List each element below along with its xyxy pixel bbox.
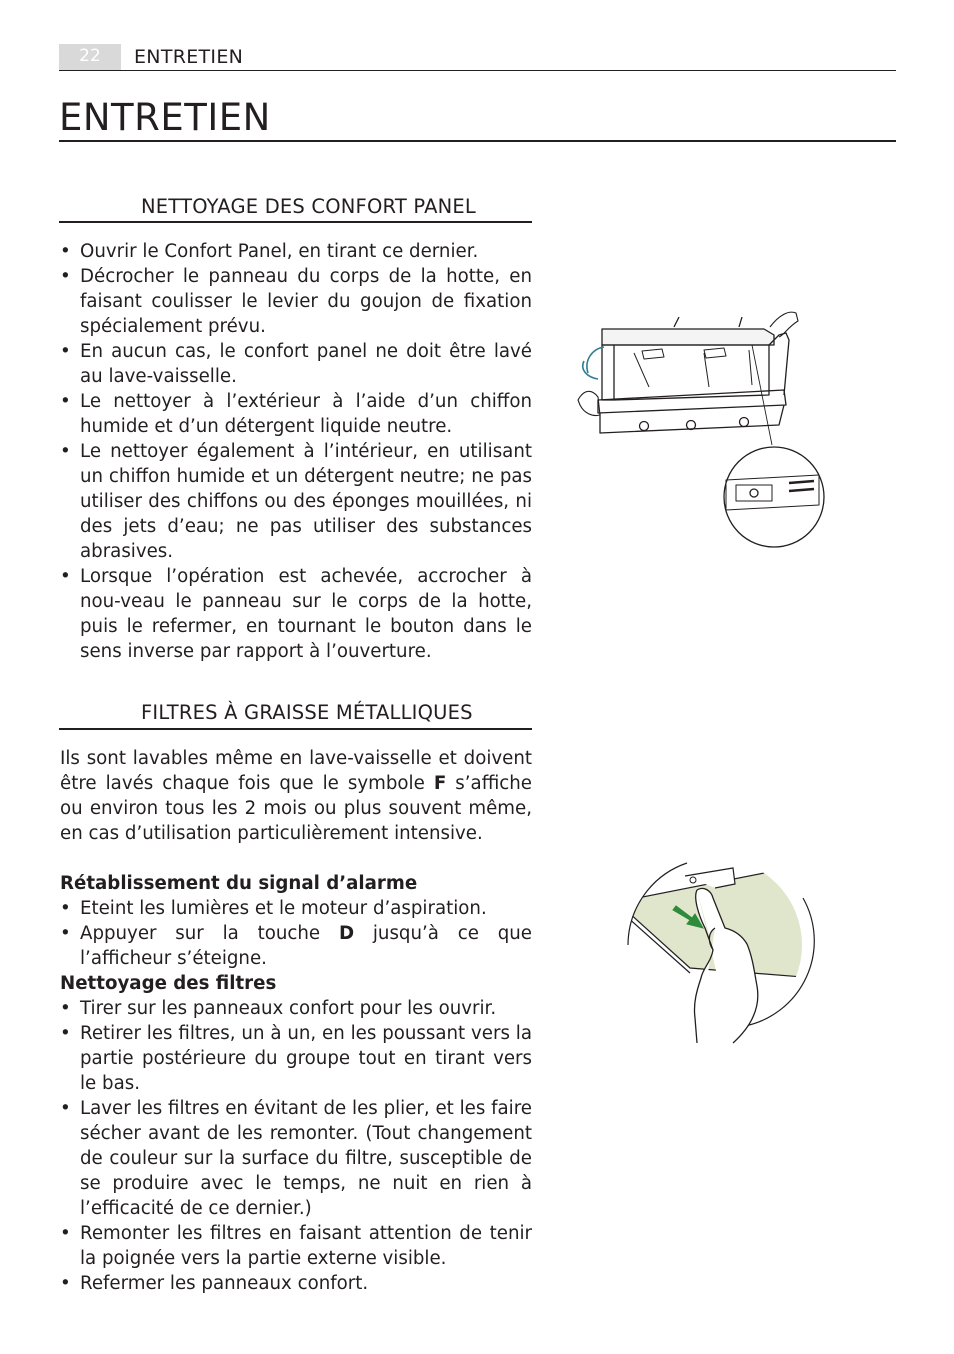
bullet-glyph: • <box>60 266 71 287</box>
list-item <box>60 996 532 1021</box>
reset-alarm-heading: Rétablissement du signal d’alarme <box>60 873 418 894</box>
list-item-text: Le nettoyer également à l’intérieur, en utilisant un chiffon humide et un détergent neutre; ne pas utiliser des chiffons ou des éponges mouillées, ni des jets d’eau; ne pas utiliser des substances abrasives. <box>80 441 532 562</box>
list-item-text: Refermer les panneaux confort. <box>80 1273 369 1294</box>
page-number: 22 <box>59 44 121 70</box>
list-item-text: Appuyer sur la touche <box>80 923 339 944</box>
bullet-glyph: • <box>60 998 71 1019</box>
bullet-glyph: • <box>60 566 71 587</box>
filters-intro <box>60 746 532 846</box>
list-item <box>60 1096 532 1221</box>
intro-text-start: Ils sont lavables même en lave-vaisselle et doivent être lavés chaque fois que le symbole <box>60 748 532 794</box>
bullet-glyph: • <box>60 898 71 919</box>
section-heading-confort-panel: NETTOYAGE DES CONFORT PANEL <box>141 195 476 218</box>
list-item <box>60 564 532 664</box>
bullet-glyph: • <box>60 1273 71 1294</box>
list-item-text: En aucun cas, le confort panel ne doit être lavé au lave-vaisselle. <box>80 341 532 387</box>
list-item-text: Tirer sur les panneaux confort pour les ouvrir. <box>80 998 497 1019</box>
header-rule <box>59 70 896 71</box>
section-rule <box>59 221 532 223</box>
confort-panel-instructions <box>60 239 532 664</box>
list-item-text: Lorsque l’opération est achevée, accrocher à nou-veau le panneau sur le corps de la hotte, puis le refermer, en tournant le bouton dans le sens inverse par rapport à l’ouverture. <box>80 566 532 662</box>
bullet-glyph: • <box>60 391 71 412</box>
list-item-text: Eteint les lumières et le moteur d’aspiration. <box>80 898 487 919</box>
title-rule <box>59 140 896 142</box>
list-item-text: Remonter les filtres en faisant attention de tenir la poignée vers la partie externe visible. <box>80 1223 532 1269</box>
list-item <box>60 339 532 389</box>
symbol-f: F <box>433 773 447 794</box>
list-item <box>60 264 532 339</box>
metal-filters-text <box>60 746 532 1296</box>
list-item <box>60 1021 532 1096</box>
clean-filters-heading: Nettoyage des filtres <box>60 973 277 994</box>
bullet-glyph: • <box>60 923 71 944</box>
list-item-text: Ouvrir le Confort Panel, en tirant ce dernier. <box>80 241 479 262</box>
list-item <box>60 1221 532 1271</box>
intro-text-end: s’affiche ou environ tous les 2 mois ou plus souvent même, en cas d’utilisation particulièrement intensive. <box>60 773 533 844</box>
bullet-glyph: • <box>60 441 71 462</box>
bullet-glyph: • <box>60 1223 71 1244</box>
hood-confort-panel-illustration <box>574 305 834 555</box>
list-item <box>60 921 532 971</box>
bullet-glyph: • <box>60 1023 71 1044</box>
list-item-text: Le nettoyer à l’extérieur à l’aide d’un chiffon humide et d’un détergent liquide neutre. <box>80 391 532 437</box>
key-d: D <box>338 923 355 944</box>
section-heading-metal-filters: FILTRES À GRAISSE MÉTALLIQUES <box>141 701 473 724</box>
list-item <box>60 1271 532 1296</box>
reset-alarm-list <box>60 896 532 971</box>
running-header-title: ENTRETIEN <box>134 46 244 68</box>
list-item-text: Laver les filtres en évitant de les plier, et les faire sécher avant de les remonter. (Tout changement de couleur sur la surface du filtre, susceptible de se produire avec le temps, ne nuit en rien à l’efficacité de ce dernier.) <box>80 1098 532 1219</box>
page-title: ENTRETIEN <box>59 96 271 139</box>
clean-filters-list <box>60 996 532 1296</box>
list-item-text: jusqu’à ce que l’afficheur s’éteigne. <box>80 923 532 969</box>
list-item-text: Décrocher le panneau du corps de la hotte, en faisant coulisser le levier du goujon de fixation spécialement prévu. <box>80 266 532 337</box>
bullet-glyph: • <box>60 341 71 362</box>
list-item <box>60 389 532 439</box>
list-item <box>60 239 532 264</box>
hand-pressing-filter-illustration <box>615 858 815 1050</box>
bullet-glyph: • <box>60 241 71 262</box>
confort-panel-list <box>60 239 532 664</box>
list-item <box>60 439 532 564</box>
bullet-glyph: • <box>60 1098 71 1119</box>
list-item <box>60 896 532 921</box>
section-rule <box>59 728 532 730</box>
list-item-text: Retirer les filtres, un à un, en les poussant vers la partie postérieure du groupe tout en tirant vers le bas. <box>80 1023 532 1094</box>
